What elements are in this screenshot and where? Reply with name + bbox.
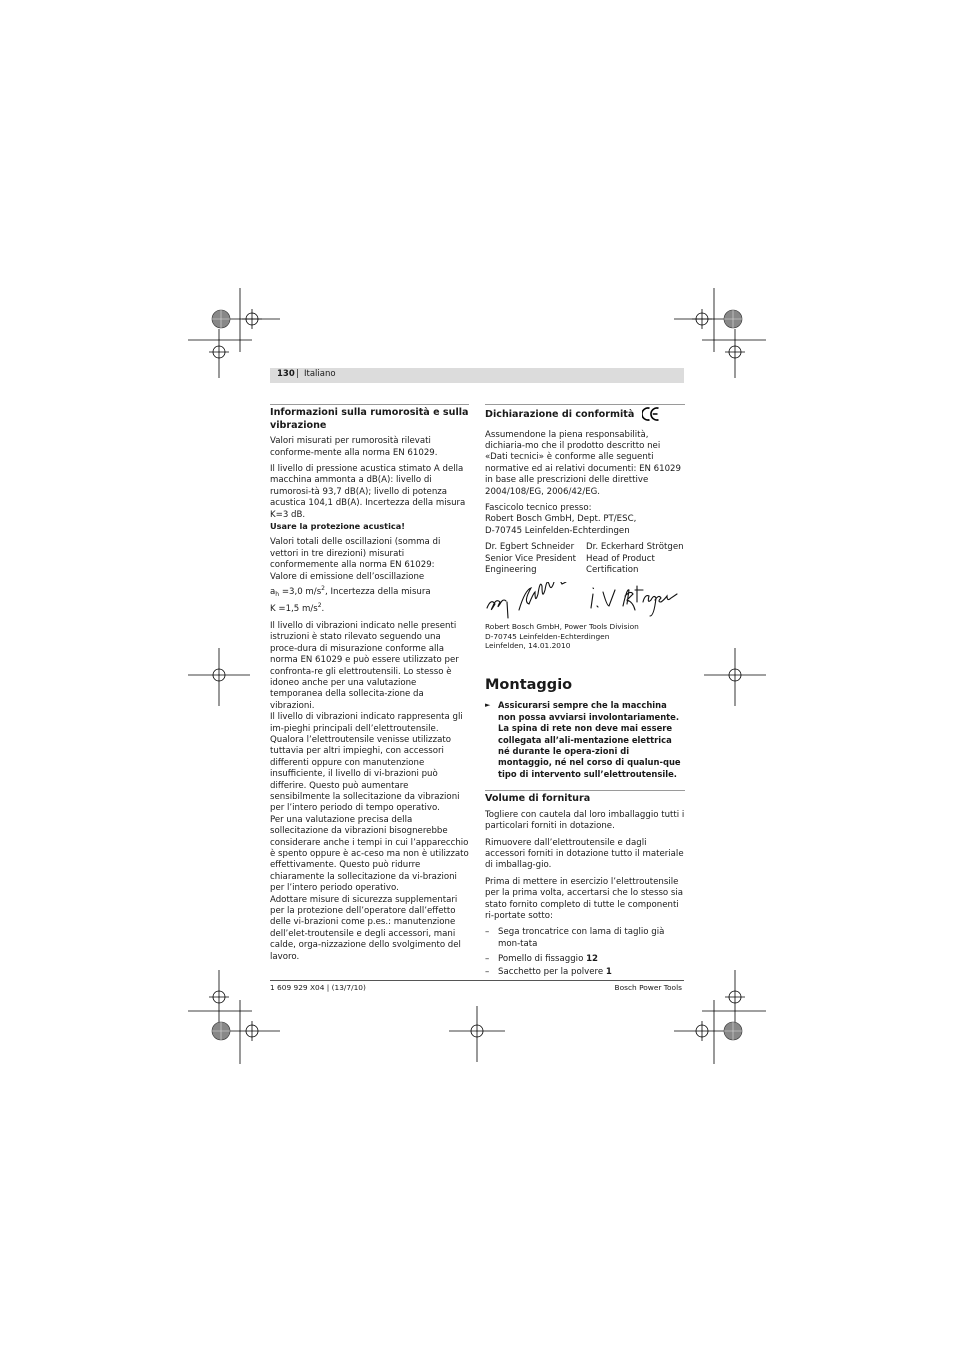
- handwritten-signatures: [485, 582, 685, 620]
- page-number: 130: [277, 369, 295, 379]
- signatory-schneider: Dr. Egbert Schneider Senior Vice President Engineering: [485, 542, 577, 576]
- ce-mark-icon: [642, 407, 660, 426]
- vibration-emission-value: $a_h =3,0$ $m/s^2$, Incertezza della misura: [270, 585, 431, 599]
- page-footer: [270, 980, 684, 992]
- vibration-paragraph-5: Adottare misure di sicurezza supplementari per la protezione dell’operatore dall’effetto delle vi-brazioni come p.es.: manutenzione dell’elet-troutensile e degli accessori, mani calde, orga-nizzazione dello svolgimento del lavoro.: [270, 894, 461, 962]
- vibration-paragraph-3: Il livello di vibrazioni indicato rappresenta gli im-pieghi principali dell’elettroutensile. Qualora l’elettroutensile venisse utilizzato tuttavia per altri impieghi, con accessori differenti oppure con manutenzione insufficiente, il livello di vi-brazioni può differire. Questo può aumentare sensibilmente la sollecitazione da vibrazioni per l’intero periodo di tempo operativo.: [270, 712, 463, 814]
- assembly-warning: [485, 700, 685, 780]
- footer-brand: Bosch Power Tools: [614, 983, 682, 992]
- delivery-paragraph-2: Rimuovere dall’elettroutensile e dagli accessori forniti in dotazione tutto il materiale di imballag-gio.: [485, 837, 684, 871]
- delivery-scope-heading: Volume di fornitura: [485, 793, 591, 805]
- vibration-paragraph-1: Valori totali delle oscillazioni (somma di vettori in tre direzioni) misurati conformemente alla norma EN 61029:: [270, 537, 441, 571]
- vibration-emission-label: Valore di emissione dell’oscillazione: [270, 571, 425, 582]
- signature-address: Robert Bosch GmbH, Power Tools Division D-70745 Leinfelden-Echterdingen Leinfelden, 14.01.2010: [485, 622, 639, 651]
- delivery-paragraph-1: Togliere con cautela dal loro imballaggio tutti i particolari forniti in dotazione.: [485, 809, 685, 832]
- technical-file: Fascicolo tecnico presso: Robert Bosch GmbH, Dept. PT/ESC, D-70745 Leinfelden-Echterdingen: [485, 503, 637, 536]
- vibration-uncertainty-value: K =1,5 $m/s^2$.: [270, 602, 325, 615]
- vibration-paragraph-4: Per una valutazione precisa della sollecitazione da vibrazioni bisognerebbe considerare anche i tempi in cui l’apparecchio è spento oppure è ac-ceso ma non è utilizzato effettivamente. Questo può ridurre chiaramente la sollecitazione da vi-brazioni per l’intero periodo operativo.: [270, 814, 469, 894]
- conformity-paragraph: Assumendone la piena responsabilità, dichiaria-mo che il prodotto descritto nei «Dati tecnici» è conforme alle seguenti normative ed ai relativi documenti: EN 61029 in base alle prescrizioni delle direttive 2004/108/EG, 2006/42/EG.: [485, 429, 681, 497]
- list-item: – Sacchetto per la polvere 1: [485, 966, 612, 977]
- noise-paragraph-2: Il livello di pressione acustica stimato A della macchina ammonta a dB(A): livello di rumorosi-tà 93,7 dB(A); livello di potenza acustica 104,1 dB(A). Incertezza della misura K=3 dB.: [270, 464, 466, 520]
- signatory-stroetgen: Dr. Eckerhard Strötgen Head of Product Certification: [586, 542, 684, 576]
- triangle-right-icon: ►: [485, 701, 491, 710]
- page-header: [270, 368, 684, 383]
- header-separator: |: [296, 369, 299, 379]
- hearing-protection-warning: Usare la protezione acustica!: [270, 521, 406, 532]
- footer-document-number: 1 609 929 X04 | (13/7/10): [270, 983, 366, 992]
- list-item: – Sega troncatrice con lama di taglio già mon-tata: [485, 927, 665, 949]
- vibration-paragraph-2: Il livello di vibrazioni indicato nelle presenti istruzioni è stato rilevato seguendo una proce-dura di misurazione conforme alla norma EN 61029 e può essere utilizzato per confronta-re gli elettroutensili. Lo stesso è idoneo anche per una valutazione temporanea della sollecita-zione da vibrazioni.: [270, 620, 459, 711]
- left-column: [270, 404, 469, 968]
- right-column: [485, 404, 685, 982]
- assembly-warning-text: Assicurarsi sempre che la macchina non possa avviarsi involontariamente. La spina di rete non deve mai essere collegata all’ali-mentazione elettrica né durante le opera-zioni di montaggio, né nel corso di qualun-que tipo di intervento sull’elettroutensile.: [498, 700, 681, 779]
- conformity-heading: Dichiarazione di conformità: [485, 405, 685, 426]
- noise-paragraph-1: Valori misurati per rumorosità rilevati conforme-mente alla norma EN 61029.: [270, 436, 438, 458]
- noise-vibration-heading: Informazioni sulla rumorosità e sulla vibrazione: [270, 407, 469, 431]
- delivery-paragraph-3: Prima di mettere in esercizio l’elettroutensile per la prima volta, accertarsi che lo stesso sia stato fornito completo di tutte le componenti ri-portate sotto:: [485, 876, 684, 922]
- assembly-heading: Montaggio: [485, 677, 573, 694]
- list-item: – Pomello di fissaggio 12: [485, 954, 599, 965]
- signatories: [485, 542, 685, 576]
- header-language: Italiano: [304, 369, 336, 379]
